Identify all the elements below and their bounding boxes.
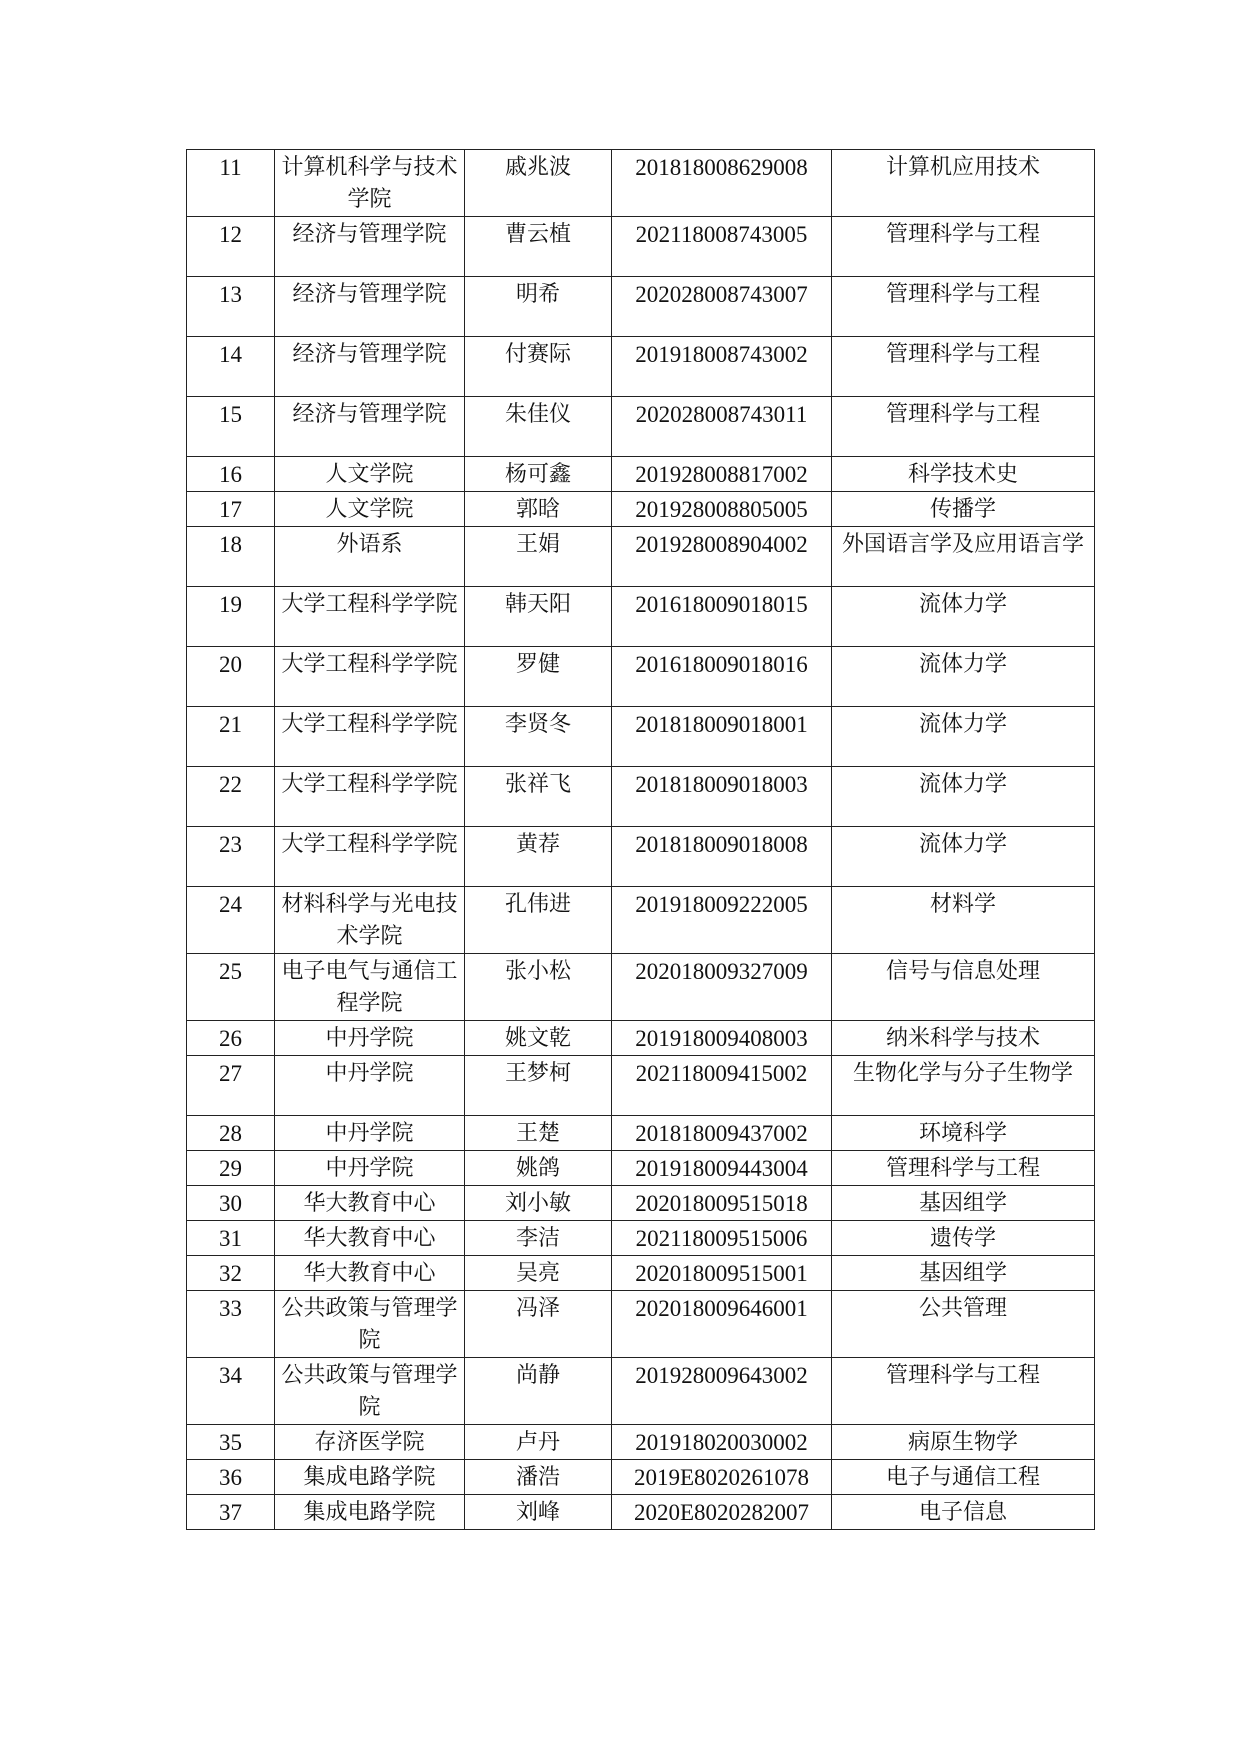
student-id-cell: 201918009408003 <box>612 1021 832 1056</box>
table-row <box>187 1495 1095 1530</box>
college-cell: 大学工程科学学院 <box>275 767 465 827</box>
row-number: 36 <box>187 1460 275 1495</box>
major-cell: 遗传学 <box>832 1221 1095 1256</box>
student-id-cell: 201818009018008 <box>612 827 832 887</box>
row-number: 12 <box>187 217 275 277</box>
name-cell: 刘小敏 <box>465 1186 612 1221</box>
row-number: 29 <box>187 1151 275 1186</box>
major-cell: 外国语言学及应用语言学 <box>832 527 1095 587</box>
college-cell: 集成电路学院 <box>275 1460 465 1495</box>
major-cell: 流体力学 <box>832 827 1095 887</box>
table-row <box>187 1221 1095 1256</box>
major-cell: 管理科学与工程 <box>832 217 1095 277</box>
major-cell: 生物化学与分子生物学 <box>832 1056 1095 1116</box>
name-cell: 付赛际 <box>465 337 612 397</box>
college-cell: 集成电路学院 <box>275 1495 465 1530</box>
row-number: 21 <box>187 707 275 767</box>
student-id-cell: 2020E8020282007 <box>612 1495 832 1530</box>
table-row <box>187 1256 1095 1291</box>
college-cell: 经济与管理学院 <box>275 277 465 337</box>
major-cell: 流体力学 <box>832 707 1095 767</box>
college-cell: 计算机科学与技术学院 <box>275 150 465 217</box>
major-cell: 病原生物学 <box>832 1425 1095 1460</box>
table-row <box>187 827 1095 887</box>
college-cell: 中丹学院 <box>275 1021 465 1056</box>
student-id-cell: 201818009018003 <box>612 767 832 827</box>
row-number: 18 <box>187 527 275 587</box>
major-cell: 管理科学与工程 <box>832 397 1095 457</box>
row-number: 13 <box>187 277 275 337</box>
row-number: 28 <box>187 1116 275 1151</box>
student-id-cell: 201818009437002 <box>612 1116 832 1151</box>
table-row <box>187 1425 1095 1460</box>
row-number: 15 <box>187 397 275 457</box>
student-id-cell: 201818008629008 <box>612 150 832 217</box>
name-cell: 孔伟进 <box>465 887 612 954</box>
name-cell: 韩天阳 <box>465 587 612 647</box>
college-cell: 经济与管理学院 <box>275 337 465 397</box>
name-cell: 李贤冬 <box>465 707 612 767</box>
student-id-cell: 201928008805005 <box>612 492 832 527</box>
student-id-cell: 201928009643002 <box>612 1358 832 1425</box>
major-cell: 管理科学与工程 <box>832 277 1095 337</box>
table-row <box>187 217 1095 277</box>
row-number: 31 <box>187 1221 275 1256</box>
college-cell: 材料科学与光电技术学院 <box>275 887 465 954</box>
college-cell: 外语系 <box>275 527 465 587</box>
college-cell: 中丹学院 <box>275 1151 465 1186</box>
student-id-cell: 202118008743005 <box>612 217 832 277</box>
name-cell: 朱佳仪 <box>465 397 612 457</box>
major-cell: 流体力学 <box>832 647 1095 707</box>
row-number: 22 <box>187 767 275 827</box>
student-id-cell: 201918009222005 <box>612 887 832 954</box>
name-cell: 潘浩 <box>465 1460 612 1495</box>
table-row <box>187 1151 1095 1186</box>
table-row <box>187 150 1095 217</box>
major-cell: 环境科学 <box>832 1116 1095 1151</box>
row-number: 33 <box>187 1291 275 1358</box>
name-cell: 罗健 <box>465 647 612 707</box>
table-row <box>187 587 1095 647</box>
name-cell: 曹云植 <box>465 217 612 277</box>
name-cell: 尚静 <box>465 1358 612 1425</box>
row-number: 27 <box>187 1056 275 1116</box>
row-number: 26 <box>187 1021 275 1056</box>
major-cell: 纳米科学与技术 <box>832 1021 1095 1056</box>
row-number: 35 <box>187 1425 275 1460</box>
college-cell: 电子电气与通信工程学院 <box>275 954 465 1021</box>
college-cell: 华大教育中心 <box>275 1186 465 1221</box>
name-cell: 张祥飞 <box>465 767 612 827</box>
student-id-cell: 202028008743007 <box>612 277 832 337</box>
row-number: 17 <box>187 492 275 527</box>
table-row <box>187 954 1095 1021</box>
student-id-cell: 201918020030002 <box>612 1425 832 1460</box>
student-id-cell: 201928008817002 <box>612 457 832 492</box>
name-cell: 李洁 <box>465 1221 612 1256</box>
table-row <box>187 337 1095 397</box>
name-cell: 黄荐 <box>465 827 612 887</box>
table-row <box>187 457 1095 492</box>
table-row <box>187 1358 1095 1425</box>
college-cell: 大学工程科学学院 <box>275 827 465 887</box>
name-cell: 张小松 <box>465 954 612 1021</box>
student-id-cell: 201618009018016 <box>612 647 832 707</box>
student-id-cell: 202018009515018 <box>612 1186 832 1221</box>
name-cell: 刘峰 <box>465 1495 612 1530</box>
name-cell: 戚兆波 <box>465 150 612 217</box>
table-row <box>187 767 1095 827</box>
major-cell: 流体力学 <box>832 767 1095 827</box>
table-row <box>187 647 1095 707</box>
table-row <box>187 397 1095 457</box>
college-cell: 中丹学院 <box>275 1116 465 1151</box>
name-cell: 吴亮 <box>465 1256 612 1291</box>
table-row <box>187 527 1095 587</box>
row-number: 11 <box>187 150 275 217</box>
college-cell: 华大教育中心 <box>275 1221 465 1256</box>
student-id-cell: 201818009018001 <box>612 707 832 767</box>
college-cell: 存济医学院 <box>275 1425 465 1460</box>
table-row <box>187 1116 1095 1151</box>
student-id-cell: 2019E8020261078 <box>612 1460 832 1495</box>
table-row <box>187 1291 1095 1358</box>
major-cell: 公共管理 <box>832 1291 1095 1358</box>
name-cell: 冯泽 <box>465 1291 612 1358</box>
major-cell: 电子信息 <box>832 1495 1095 1530</box>
major-cell: 基因组学 <box>832 1186 1095 1221</box>
student-id-cell: 202118009515006 <box>612 1221 832 1256</box>
name-cell: 郭晗 <box>465 492 612 527</box>
major-cell: 管理科学与工程 <box>832 1151 1095 1186</box>
college-cell: 人文学院 <box>275 492 465 527</box>
name-cell: 杨可鑫 <box>465 457 612 492</box>
major-cell: 基因组学 <box>832 1256 1095 1291</box>
student-id-cell: 201918008743002 <box>612 337 832 397</box>
student-id-cell: 201928008904002 <box>612 527 832 587</box>
major-cell: 科学技术史 <box>832 457 1095 492</box>
name-cell: 王梦柯 <box>465 1056 612 1116</box>
name-cell: 姚鸽 <box>465 1151 612 1186</box>
table-row <box>187 1056 1095 1116</box>
major-cell: 材料学 <box>832 887 1095 954</box>
table-row <box>187 277 1095 337</box>
table-row <box>187 707 1095 767</box>
major-cell: 流体力学 <box>832 587 1095 647</box>
row-number: 24 <box>187 887 275 954</box>
table-row <box>187 1460 1095 1495</box>
row-number: 37 <box>187 1495 275 1530</box>
table-row <box>187 1186 1095 1221</box>
student-id-cell: 201618009018015 <box>612 587 832 647</box>
row-number: 32 <box>187 1256 275 1291</box>
row-number: 14 <box>187 337 275 397</box>
row-number: 25 <box>187 954 275 1021</box>
college-cell: 人文学院 <box>275 457 465 492</box>
table-row <box>187 887 1095 954</box>
college-cell: 公共政策与管理学院 <box>275 1358 465 1425</box>
student-id-cell: 202028008743011 <box>612 397 832 457</box>
roster-body <box>187 150 1095 1530</box>
college-cell: 大学工程科学学院 <box>275 647 465 707</box>
row-number: 16 <box>187 457 275 492</box>
student-id-cell: 202018009327009 <box>612 954 832 1021</box>
student-id-cell: 202118009415002 <box>612 1056 832 1116</box>
name-cell: 卢丹 <box>465 1425 612 1460</box>
college-cell: 华大教育中心 <box>275 1256 465 1291</box>
student-id-cell: 201918009443004 <box>612 1151 832 1186</box>
college-cell: 大学工程科学学院 <box>275 707 465 767</box>
college-cell: 经济与管理学院 <box>275 217 465 277</box>
student-roster-table <box>186 149 1095 1530</box>
college-cell: 公共政策与管理学院 <box>275 1291 465 1358</box>
row-number: 23 <box>187 827 275 887</box>
row-number: 20 <box>187 647 275 707</box>
student-id-cell: 202018009646001 <box>612 1291 832 1358</box>
name-cell: 姚文乾 <box>465 1021 612 1056</box>
row-number: 34 <box>187 1358 275 1425</box>
row-number: 30 <box>187 1186 275 1221</box>
student-id-cell: 202018009515001 <box>612 1256 832 1291</box>
name-cell: 明希 <box>465 277 612 337</box>
major-cell: 信号与信息处理 <box>832 954 1095 1021</box>
major-cell: 传播学 <box>832 492 1095 527</box>
table-row <box>187 492 1095 527</box>
name-cell: 王娟 <box>465 527 612 587</box>
major-cell: 计算机应用技术 <box>832 150 1095 217</box>
college-cell: 经济与管理学院 <box>275 397 465 457</box>
college-cell: 大学工程科学学院 <box>275 587 465 647</box>
college-cell: 中丹学院 <box>275 1056 465 1116</box>
major-cell: 管理科学与工程 <box>832 337 1095 397</box>
major-cell: 管理科学与工程 <box>832 1358 1095 1425</box>
name-cell: 王楚 <box>465 1116 612 1151</box>
table-row <box>187 1021 1095 1056</box>
row-number: 19 <box>187 587 275 647</box>
major-cell: 电子与通信工程 <box>832 1460 1095 1495</box>
